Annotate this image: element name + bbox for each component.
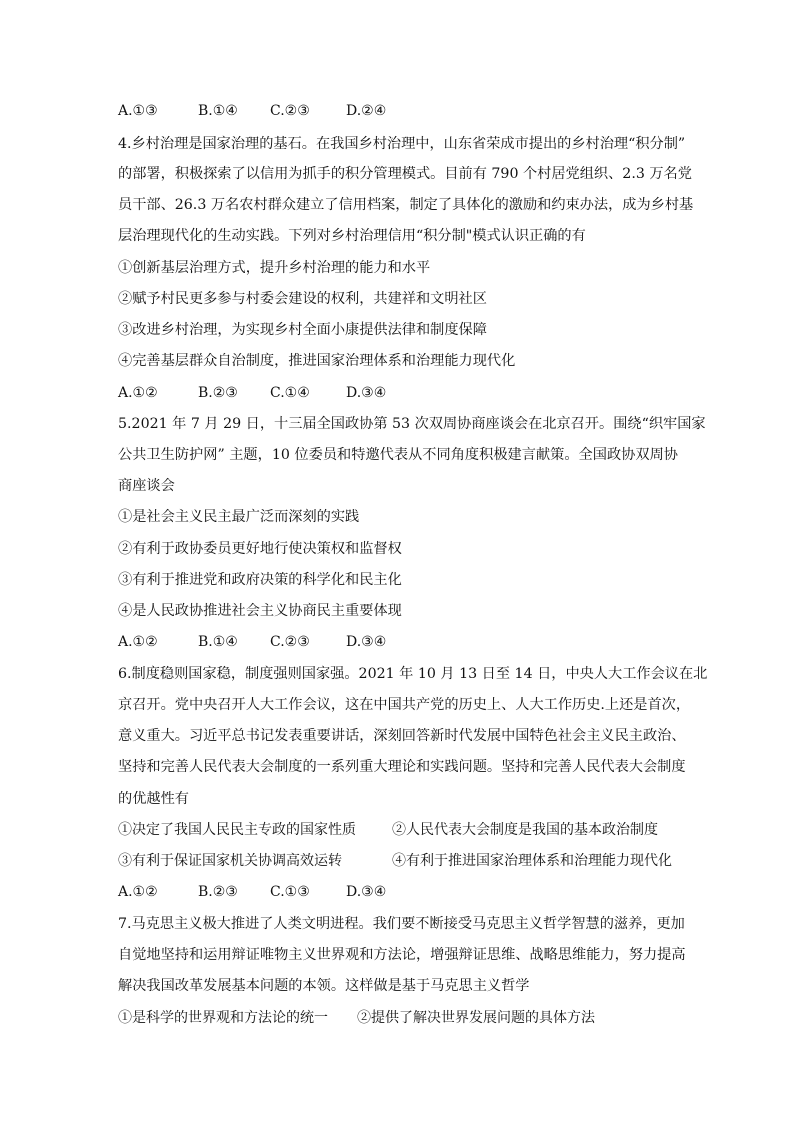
prev-question-options (118, 101, 386, 121)
question-4-stem-line: 员干部、26.3 万名农村群众建立了信用档案，制定了具体化的激励和约束办法，成为乡村基 (118, 197, 694, 213)
option-a: A.①② (118, 884, 158, 900)
question-6-stem-line: 京召开。党中央召开人大工作会议，这在中国共产党的历史上、人大工作历史.上还是首次， (118, 697, 691, 713)
question-4-stem-line: 的部署，积极探索了以信用为抓手的积分管理模式。目前有 790 个村居党组织、2.3 万名党 (118, 166, 692, 182)
question-7-statement: ①是科学的世界观和方法论的统一 (118, 1010, 328, 1026)
option-a: A.①② (118, 634, 158, 650)
question-4-statement: ①创新基层治理方式，提升乡村治理的能力和水平 (118, 260, 431, 276)
option-b: B.①④ (198, 103, 238, 119)
question-4-stem-line: 4.乡村治理是国家治理的基石。在我国乡村治理中，山东省荣成市提出的乡村治理“积分制” (118, 136, 686, 152)
option-b: B.②③ (198, 385, 238, 401)
question-7-stem-line: 解决我国改革发展基本问题的本领。这样做是基于马克思主义哲学 (118, 978, 530, 994)
question-6-statement: ④有利于推进国家治理体系和治理能力现代化 (392, 853, 672, 869)
question-6-statement: ①决定了我国人民民主专政的国家性质 (118, 822, 356, 838)
question-7-stem-line: 自觉地坚持和运用辩证唯物主义世界观和方法论，增强辩证思维、战略思维能力，努力提高 (118, 947, 686, 963)
question-5-statement: ③有利于推进党和政府决策的科学化和民主化 (118, 572, 402, 588)
option-a: A.①② (118, 385, 158, 401)
question-5-stem-line: 商座谈会 (118, 478, 175, 494)
question-4-stem-line: 层治理现代化的生动实践。下列对乡村治理信用“积分制"模式认识正确的有 (118, 228, 586, 244)
option-b: B.②③ (198, 884, 238, 900)
question-4-statement: ②赋予村民更多参与村委会建设的权利，共建祥和文明社区 (118, 291, 487, 307)
option-d: D.③④ (346, 385, 387, 401)
question-7-statement-row (118, 1008, 595, 1028)
question-6-statement: ②人民代表大会制度是我国的基本政治制度 (392, 822, 658, 838)
option-d: D.③④ (346, 634, 387, 650)
question-5-stem-line: 公共卫生防护网” 主题，10 位委员和特邀代表从不同角度积极建言献策。全国政协双周协 (118, 447, 678, 463)
question-7-statement: ②提供了解决世界发展问题的具体方法 (357, 1010, 595, 1026)
question-6-stem-line: 的优越性有 (118, 791, 189, 807)
option-d: D.③④ (346, 884, 387, 900)
option-c: C.②③ (270, 103, 310, 119)
option-a: A.①③ (118, 103, 158, 119)
question-6-statement-row (118, 820, 658, 840)
question-5-options (118, 632, 386, 652)
question-6-stem-line: 坚持和完善人民代表大会制度的一系列重大理论和实践问题。坚持和完善人民代表大会制度 (118, 759, 686, 775)
option-d: D.②④ (346, 103, 387, 119)
question-7-stem-line: 7.马克思主义极大推进了人类文明进程。我们要不断接受马克思主义哲学智慧的滋养，更加 (118, 916, 685, 932)
question-6-stem-line: 6.制度稳则国家稳，制度强则国家强。2021 年 10 月 13 日至 14 日，中央人大工作会议在北 (118, 666, 708, 682)
question-6-options (118, 882, 386, 902)
question-5-stem-line: 5.2021 年 7 月 29 日，十三届全国政协第 53 次双周协商座谈会在北京召开。围绕“织牢国家 (118, 416, 706, 432)
question-5-statement: ②有利于政协委员更好地行使决策权和监督权 (118, 541, 402, 557)
question-4-statement: ④完善基层群众自治制度，推进国家治理体系和治理能力现代化 (118, 353, 516, 369)
question-4-statement: ③改进乡村治理，为实现乡村全面小康提供法律和制度保障 (118, 322, 487, 338)
question-5-statement: ①是社会主义民主最广泛而深刻的实践 (118, 509, 360, 525)
option-c: C.①③ (270, 884, 310, 900)
option-c: C.②③ (270, 634, 310, 650)
option-b: B.①④ (198, 634, 238, 650)
question-5-statement: ④是人民政协推进社会主义协商民主重要体现 (118, 603, 402, 619)
question-6-statement-row (118, 851, 672, 871)
question-6-statement: ③有利于保证国家机关协调高效运转 (118, 853, 342, 869)
question-4-options (118, 383, 386, 403)
question-6-stem-line: 意义重大。习近平总书记发表重要讲话，深刻回答新时代发展中国特色社会主义民主政治、 (118, 728, 686, 744)
option-c: C.①④ (270, 385, 310, 401)
